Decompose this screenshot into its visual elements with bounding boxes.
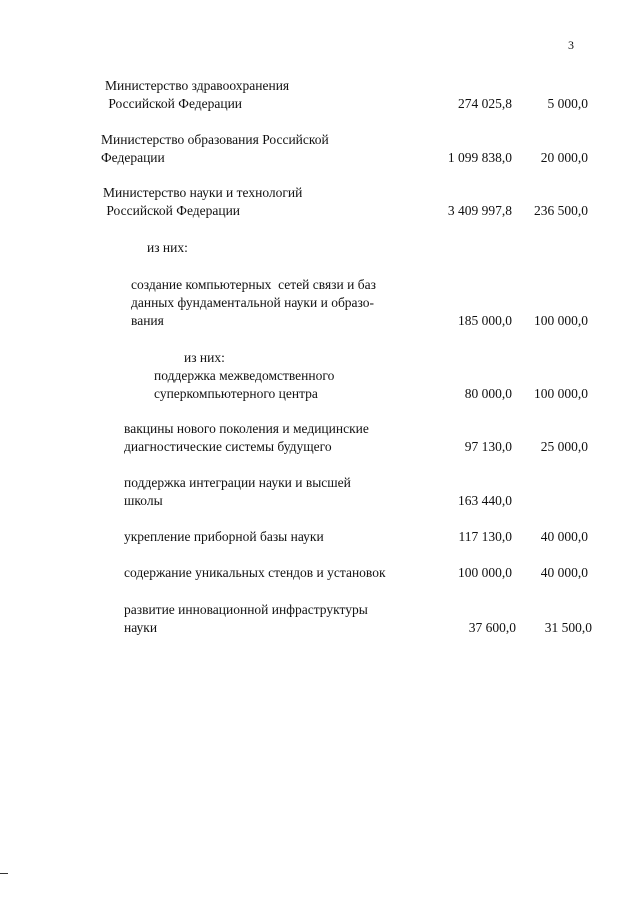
row-label: создание компьютерных сетей связи и баз данных фундаментальной науки и образо- вания <box>131 277 376 328</box>
value-column-2: 100 000,0 <box>534 386 588 401</box>
value-column-2: 5 000,0 <box>547 96 588 111</box>
row-label: содержание уникальных стендов и установок <box>124 565 386 580</box>
value-column-1: 185 000,0 <box>458 313 512 328</box>
value-column-2: 236 500,0 <box>534 203 588 218</box>
subheading-label: из них: <box>184 350 225 365</box>
value-column-1: 80 000,0 <box>464 386 512 401</box>
value-column-1: 117 130,0 <box>458 529 512 544</box>
value-column-2: 100 000,0 <box>534 313 588 328</box>
row-label: Министерство науки и технологий Российской Федерации <box>103 185 303 218</box>
value-column-2: 25 000,0 <box>540 439 588 454</box>
value-column-1: 274 025,8 <box>458 96 512 111</box>
row-label: развитие инновационной инфраструктуры науки <box>124 602 368 635</box>
scan-edge-mark <box>0 873 8 874</box>
subheading-label: из них: <box>147 240 188 255</box>
page-number: 3 <box>568 38 574 52</box>
value-column-2: 40 000,0 <box>540 565 588 580</box>
value-column-2: 31 500,0 <box>544 620 592 635</box>
row-label: Министерство образования Российской Федерации <box>101 132 329 165</box>
value-column-1: 1 099 838,0 <box>447 150 512 165</box>
row-label: Министерство здравоохранения Российской Федерации <box>105 78 290 111</box>
value-column-1: 97 130,0 <box>464 439 512 454</box>
row-label: поддержка межведомственного суперкомпьютерного центра <box>154 368 335 401</box>
value-column-2: 40 000,0 <box>540 529 588 544</box>
value-column-2: 20 000,0 <box>540 150 588 165</box>
row-label: вакцины нового поколения и медицинские диагностические системы будущего <box>124 421 369 454</box>
value-column-1: 3 409 997,8 <box>447 203 512 218</box>
row-label: укрепление приборной базы науки <box>124 529 324 544</box>
value-column-1: 100 000,0 <box>458 565 512 580</box>
row-label: поддержка интеграции науки и высшей школы <box>124 475 351 508</box>
value-column-1: 37 600,0 <box>468 620 516 635</box>
value-column-1: 163 440,0 <box>458 493 512 508</box>
